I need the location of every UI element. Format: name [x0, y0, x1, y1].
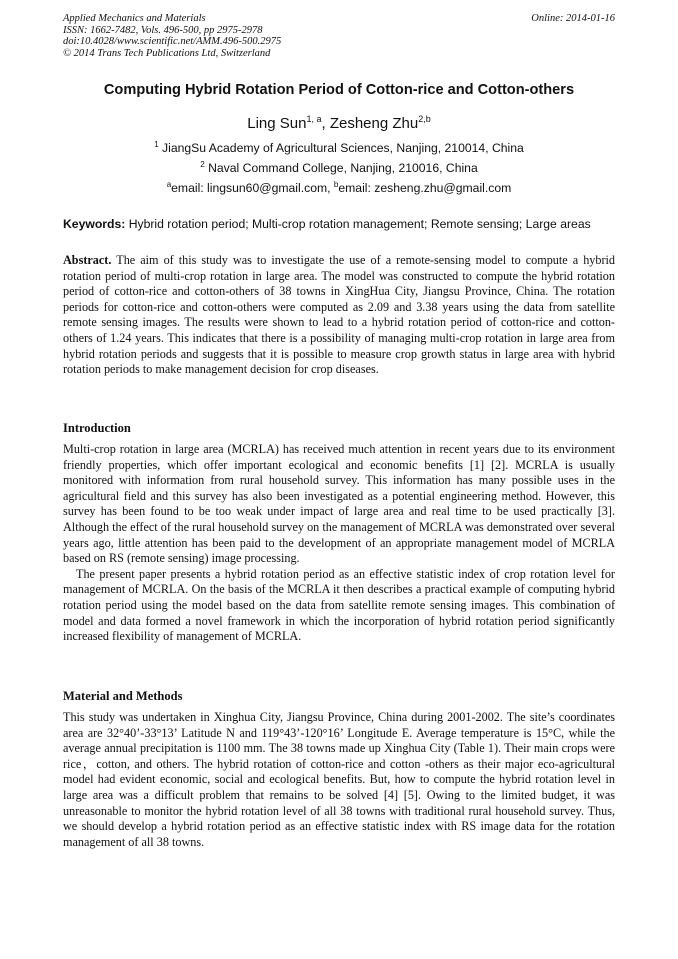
online-date: Online: 2014-01-16 — [531, 13, 615, 24]
author-sup: 2,b — [418, 114, 431, 124]
email-line — [0, 180, 678, 195]
abstract-label: Abstract. — [63, 253, 112, 267]
methods-paragraph: This study was undertaken in Xinghua City, Jiangsu Province, China during 2001-2002. The site’s coordinates area are 32°40’-33°13’ Latitude N and 119°43’-120°16’ Longitude E. Average temperature is 15°C, while the average annual precipitation is 1100 mm. The 38 towns made up Xinghua City (Table 1). Their main crops were rice，cotton, and others. The hybrid rotation of cotton-rice and cotton -others as their major eco-agricultural model had evident economic, social and ecological benefits. But, how to compute the hybrid rotation level in large area was a difficult problem that remains to be solved [4] [5]. Owing to the limited budget, it was unreasonable to monitor the hybrid rotation level of all 38 towns with traditional rural household survey. Thus, we should develop a hybrid rotation period as an effective statistic index with RS image data for the rotation management of all 38 towns. — [63, 710, 615, 849]
author-name: Zesheng Zhu — [329, 115, 419, 132]
intro-paragraph: Multi-crop rotation in large area (MCRLA) has received much attention in recent years due to its environment friendly properties, which offer important ecological and economic benefits [1] [2]. MCRLA is usually monitored with information from rural household survey. This information has many possible uses in the agricultural field and this survey has also been investigated as a potential engineering method. However, this survey has been found to be too weak under impact of large area and real time to be used practically [3]. Although the effect of the rural household survey on the management of MCRLA was demonstrated over several years ago, little attention has been paid to the development of an appropriate management model of MCRLA based on RS (remote sensing) image processing. — [63, 442, 615, 566]
author-separator: , — [321, 115, 330, 132]
journal-header — [63, 13, 615, 59]
email-a[interactable]: email: lingsun60@gmail.com, — [171, 181, 331, 196]
journal-name: Applied Mechanics and Materials — [63, 13, 206, 24]
paper-title: Computing Hybrid Rotation Period of Cotton-rice and Cotton-others — [103, 82, 575, 98]
abstract-text: The aim of this study was to investigate the use of a remote-sensing model to compute a hybrid rotation period of multi-crop rotation in large area. The model was constructed to compute the hybrid rotation period of cotton-rice and cotton-others of 38 towns in XingHua City, Jiangsu Province, China. The rotation periods for cotton-rice and cotton-others were computed as 2.09 and 3.38 years using the data from satellite remote sensing images. The results were shown to lead to a hybrid rotation period of cotton-rice and cotton-others of 1.24 years. This indicates that there is a possibility of managing multi-crop rotation in large area from hybrid rotation periods and suggests that it is possible to measure crop growth status in large area with hybrid rotation periods to make management decision for crop diseases. — [63, 253, 616, 377]
issn-line: ISSN: 1662-7482, Vols. 496-500, pp 2975-2978 — [63, 24, 263, 36]
affiliation-sup: 1 — [154, 140, 159, 149]
affiliation-text: Naval Command College, Nanjing, 210016, China — [208, 161, 478, 176]
abstract-block — [63, 253, 615, 378]
affiliation-sup: 2 — [200, 160, 205, 169]
affiliation-2 — [0, 160, 678, 175]
keywords-text: Hybrid rotation period; Multi-crop rotation management; Remote sensing; Large areas — [128, 217, 591, 231]
affiliation-1 — [0, 140, 678, 155]
methods-heading: Material and Methods — [63, 689, 183, 703]
intro-paragraph: The present paper presents a hybrid rotation period as an effective statistic index of crop rotation level for management of MCRLA. On the basis of the MCRLA it then describes a practical example of computing hybrid rotation period using the model based on the data from satellite remote sensing images. This combination of model and data formed a novel framework in which the incorporation of hybrid rotation period significantly increased flexibility of management of MCRLA. — [63, 566, 615, 644]
email-sup: b — [333, 180, 339, 189]
email-sup: a — [166, 180, 172, 189]
doi-line: doi:10.4028/www.scientific.net/AMM.496-500.2975 — [63, 36, 282, 47]
author-name: Ling Sun — [247, 115, 307, 132]
author-sup: 1, a — [306, 114, 322, 124]
affiliation-text: JiangSu Academy of Agricultural Sciences, Nanjing, 210014, China — [162, 141, 524, 156]
methods-body — [63, 710, 615, 850]
introduction-body — [63, 442, 615, 645]
keywords-label: Keywords: — [63, 217, 126, 231]
author-list — [0, 114, 678, 132]
copyright-line: © 2014 Trans Tech Publications Ltd, Switzerland — [63, 47, 271, 59]
email-b[interactable]: email: zesheng.zhu@gmail.com — [338, 181, 512, 196]
introduction-heading: Introduction — [63, 421, 131, 435]
keywords-line — [63, 217, 615, 231]
